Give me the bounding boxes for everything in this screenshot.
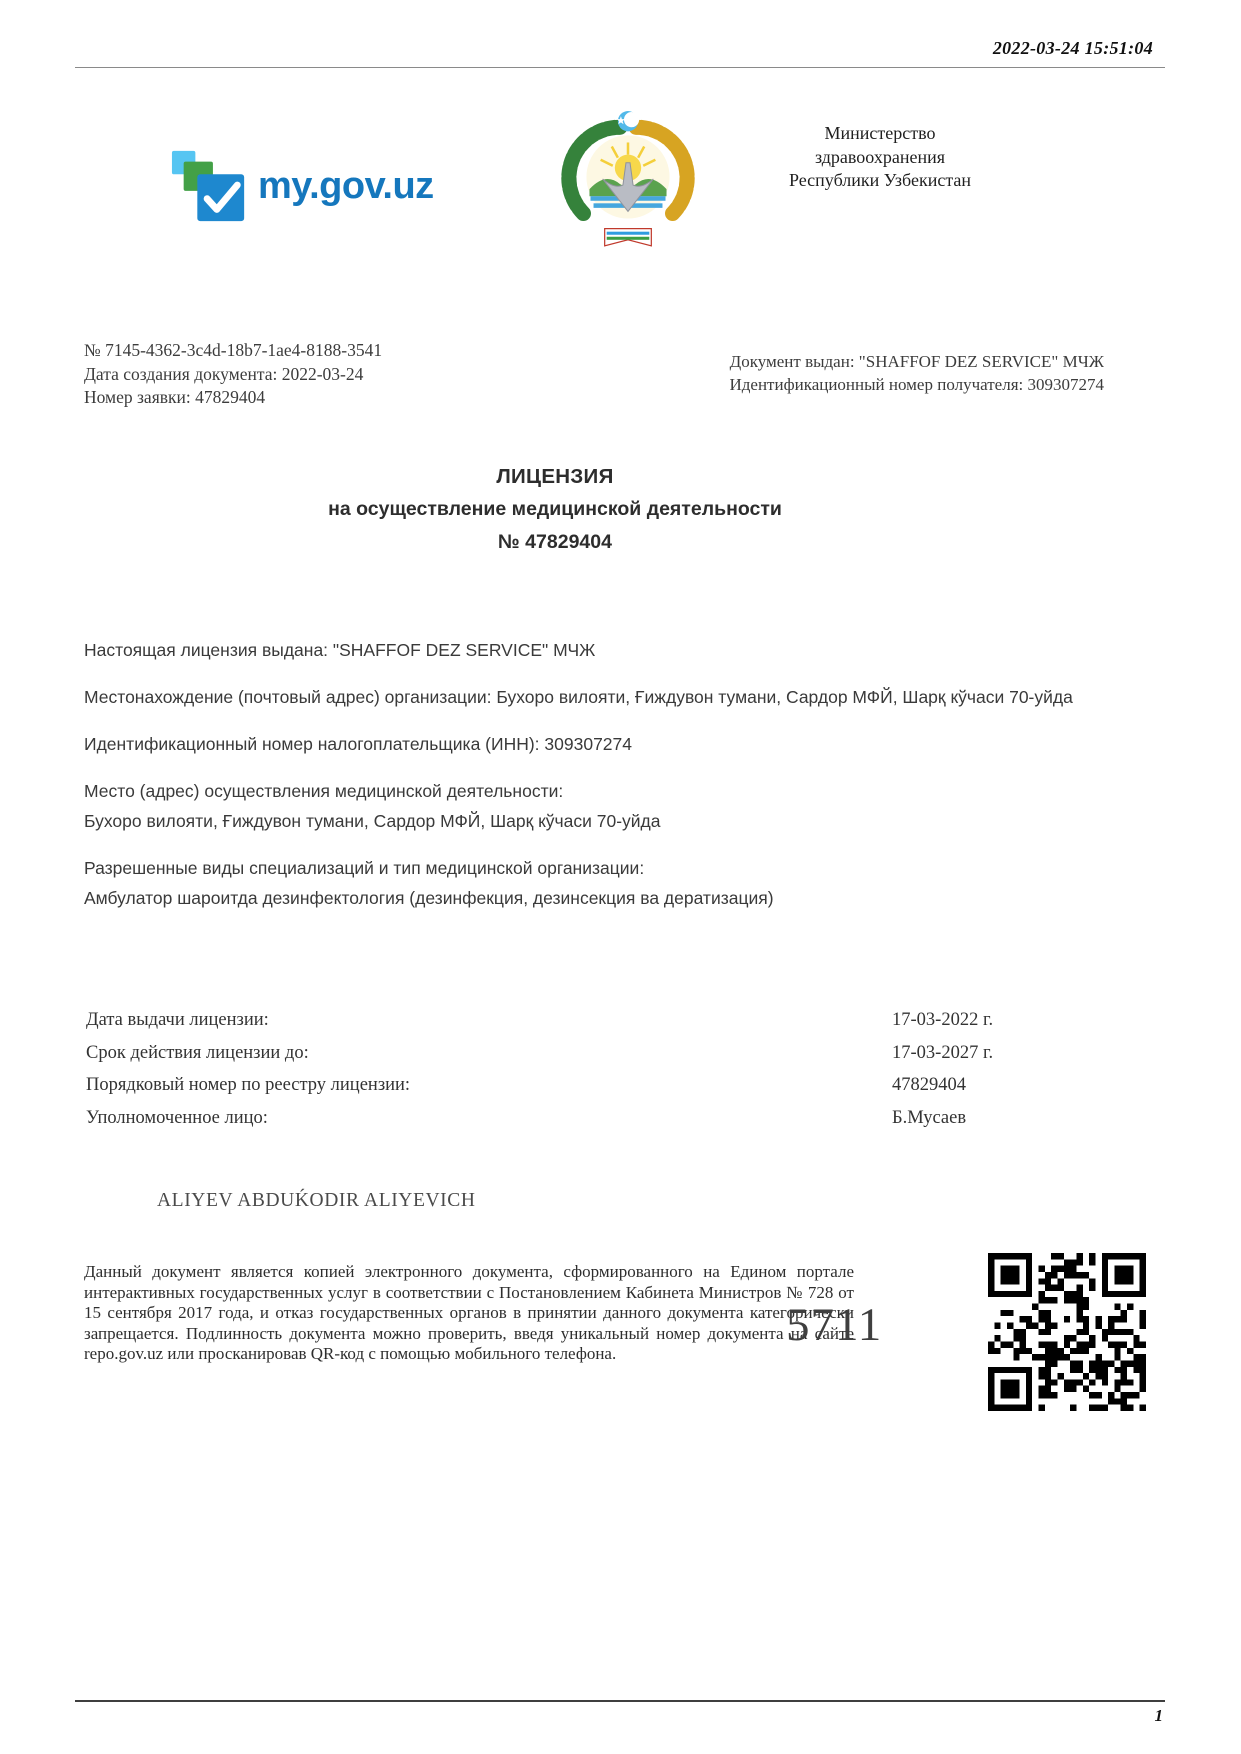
signatory-name: ALIYEV ABDUḰODIR ALIYEVICH	[157, 1190, 476, 1211]
license-title	[0, 460, 1110, 559]
header-divider	[75, 67, 1165, 68]
issued-line: Настоящая лицензия выдана: "SHAFFOF DEZ SERVICE" МЧЖ	[84, 640, 596, 660]
license-details-table	[86, 1010, 1159, 1140]
qr-code	[988, 1253, 1146, 1411]
specializations-label: Разрешенные виды специализаций и тип медицинской организации:	[84, 858, 645, 878]
document-meta-left	[84, 339, 382, 410]
footer-note: Данный документ является копией электронного документа, сформированного на Едином портале интерактивных государственных услуг в соответствии с Постановлением Кабинета Министров № 728 от 15 сентября 2017 года, и отказ государственных органов в принятии данного документа категорически запрещается. Подлинность документа можно проверить, введя уникальный номер документа на сайте repo.gov.uz или просканировав QR-код с помощью мобильного телефона.	[84, 1262, 854, 1364]
detail-value: 47829404	[892, 1075, 966, 1095]
table-row	[86, 1075, 1159, 1108]
mygovuz-logo-text: my.gov.uz	[258, 164, 434, 207]
specializations	[84, 853, 1159, 913]
application-number: Номер заявки: 47829404	[84, 387, 266, 407]
document-number: № 7145-4362-3c4d-18b7-1ae4-8188-3541	[84, 340, 383, 360]
qr-code-icon	[988, 1253, 1146, 1411]
table-row	[86, 1043, 1159, 1076]
ministry-line: Республики Узбекистан	[788, 170, 972, 190]
address-line: Местонахождение (почтовый адрес) организации: Бухоро вилояти, Ғиждувон тумани, Сардор МФЙ, Шарқ кўчаси 70-уйда	[84, 687, 1073, 707]
table-row	[86, 1010, 1159, 1043]
ministry-line: здравоохранения	[814, 146, 946, 167]
table-row	[86, 1108, 1159, 1141]
document-created-date: Дата создания документа: 2022-03-24	[84, 363, 364, 384]
ministry-name	[758, 122, 1002, 193]
ministry-line: Министерство	[824, 123, 936, 143]
license-body	[84, 635, 1159, 930]
license-subheading: на осуществление медицинской деятельности	[328, 498, 782, 520]
detail-value: 17-03-2022 г.	[892, 1010, 994, 1030]
verification-code: 5711	[786, 1299, 883, 1351]
detail-label: Уполномоченное лицо:	[86, 1107, 268, 1128]
page-number: 1	[1154, 1706, 1163, 1725]
inn-line: Идентификационный номер налогоплательщика (ИНН): 309307274	[84, 734, 632, 754]
detail-label: Порядковый номер по реестру лицензии:	[86, 1075, 411, 1095]
timestamp: 2022-03-24 15:51:04	[992, 38, 1153, 58]
document-meta-right	[729, 350, 1104, 396]
activity-place-label: Место (адрес) осуществления медицинской деятельности:	[84, 781, 564, 801]
activity-place	[84, 776, 1159, 836]
detail-label: Срок действия лицензии до:	[86, 1042, 309, 1063]
recipient-id: Идентификационный номер получателя: 309307274	[729, 375, 1104, 394]
issued-to: Документ выдан: "SHAFFOF DEZ SERVICE" МЧЖ	[729, 352, 1104, 371]
detail-value: 17-03-2027 г.	[892, 1042, 994, 1063]
detail-label: Дата выдачи лицензии:	[86, 1010, 269, 1030]
activity-place-value: Бухоро вилояти, Ғиждувон тумани, Сардор МФЙ, Шарқ кўчаси 70-уйда	[84, 811, 661, 831]
license-heading: ЛИЦЕНЗИЯ	[496, 465, 614, 488]
specializations-value: Амбулатор шароитда дезинфектология (дезинфекция, дезинсекция ва дератизация)	[84, 888, 774, 908]
detail-value: Б.Мусаев	[892, 1107, 967, 1128]
license-number: № 47829404	[498, 531, 612, 553]
footer-divider	[75, 1700, 1165, 1702]
mygovuz-logo	[170, 148, 434, 224]
mygovuz-checkmark-icon	[170, 148, 250, 224]
uzbekistan-emblem-icon	[556, 108, 700, 259]
